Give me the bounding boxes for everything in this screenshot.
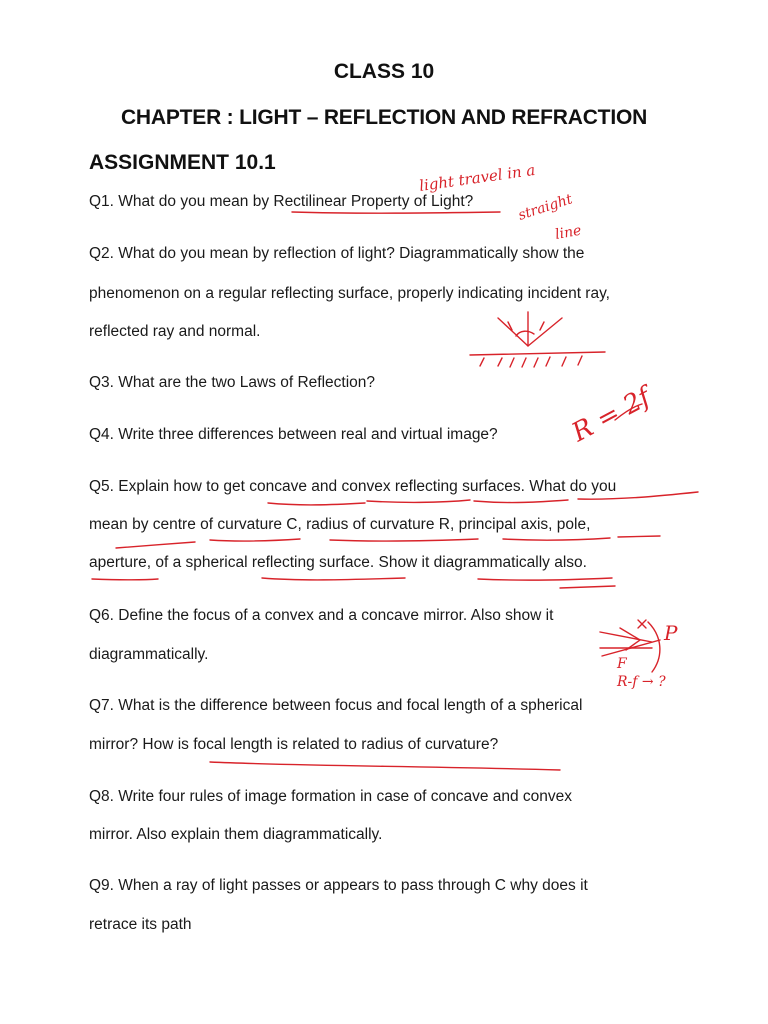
q5-underline-reflecting — [262, 578, 405, 580]
note-q6-relation: R-f → ? — [617, 674, 666, 690]
reflection-sketch — [470, 312, 605, 367]
question-6-line-1: Q6. Define the focus of a convex and a concave mirror. Also show it — [89, 607, 554, 624]
class-title: CLASS 10 — [333, 60, 435, 83]
q1-underline — [292, 212, 500, 213]
q5-underline-radius — [330, 539, 478, 541]
question-9-line-2: retrace its path — [89, 916, 192, 933]
question-7-line-2: mirror? How is focal length is related to radius of curvature? — [89, 736, 499, 753]
question-3-line-1: Q3. What are the two Laws of Reflection? — [89, 374, 376, 391]
assignment-title: ASSIGNMENT 10.1 — [89, 151, 276, 174]
note-q1-line-1: light travel in a — [418, 160, 537, 195]
q5-underline-principal — [503, 538, 610, 540]
q5-underline-centre — [210, 539, 300, 541]
question-5-line-3: aperture, of a spherical reflecting surface. Show it diagrammatically also. — [89, 554, 587, 571]
q5-underline-diagram — [478, 578, 612, 580]
question-2-line-1: Q2. What do you mean by reflection of light? Diagrammatically show the — [89, 245, 585, 262]
note-q1-line-2: straight — [516, 191, 575, 224]
q5-underline-concave — [268, 503, 365, 505]
q5-underline-left — [116, 542, 195, 548]
question-4-line-1: Q4. Write three differences between real and virtual image? — [89, 426, 498, 443]
question-5-line-1: Q5. Explain how to get concave and convex reflecting surfaces. What do you — [89, 478, 617, 495]
q5-underline-pole — [618, 536, 660, 537]
q5-underline-aperture — [92, 579, 158, 580]
question-5-line-2: mean by centre of curvature C, radius of curvature R, principal axis, pole, — [89, 516, 591, 533]
note-q6-f: F — [617, 656, 627, 672]
q5-underline-also — [560, 586, 615, 588]
question-6-line-2: diagrammatically. — [89, 646, 209, 663]
question-8-line-2: mirror. Also explain them diagrammatically. — [89, 826, 383, 843]
focus-sketch — [600, 620, 678, 690]
note-q1-line-3: line — [553, 222, 583, 243]
question-9-line-1: Q9. When a ray of light passes or appears to pass through C why does it — [89, 877, 588, 894]
note-q4-flourish — [615, 404, 642, 420]
question-2-line-2: phenomenon on a regular reflecting surface, properly indicating incident ray, — [89, 285, 610, 302]
q5-underline-surfaces — [474, 500, 568, 503]
question-7-line-1: Q7. What is the difference between focus and focal length of a spherical — [89, 697, 583, 714]
note-q6-p: P — [664, 621, 678, 645]
question-2-line-3: reflected ray and normal. — [89, 323, 261, 340]
q5-underline-convex — [367, 500, 470, 502]
note-q4: R = 2f — [567, 382, 656, 449]
question-1-line-1: Q1. What do you mean by Rectilinear Property of Light? — [89, 193, 474, 210]
chapter-title: CHAPTER : LIGHT – REFLECTION AND REFRACTION — [120, 106, 648, 129]
q7-underline — [210, 762, 560, 770]
question-8-line-1: Q8. Write four rules of image formation in case of concave and convex — [89, 788, 573, 805]
